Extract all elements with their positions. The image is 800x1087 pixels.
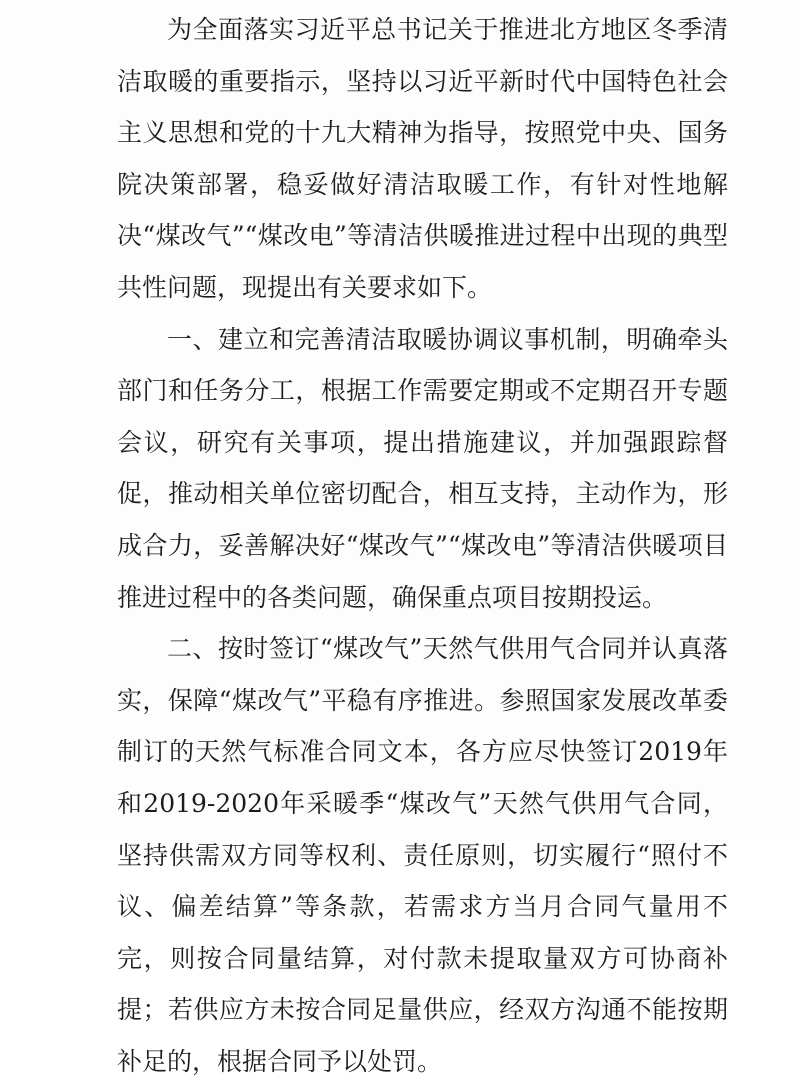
document-body bbox=[117, 4, 728, 1087]
paragraph-intro: 为全面落实习近平总书记关于推进北方地区冬季清洁取暖的重要指示，坚持以习近平新时代中国特色社会主义思想和党的十九大精神为指导，按照党中央、国务院决策部署，稳妥做好清洁取暖工作，有针对性地解决“煤改气”“煤改电”等清洁供暖推进过程中出现的典型共性问题，现提出有关要求如下。 bbox=[117, 15, 728, 302]
paragraph-section-1: 一、建立和完善清洁取暖协调议事机制，明确牵头部门和任务分工，根据工作需要定期或不定期召开专题会议，研究有关事项，提出措施建议，并加强跟踪督促，推动相关单位密切配合，相互支持，主动作为，形成合力，妥善解决好“煤改气”“煤改电”等清洁供暖项目推进过程中的各类问题，确保重点项目按期投运。 bbox=[117, 324, 728, 612]
paragraph-section-2: 二、按时签订“煤改气”天然气供用气合同并认真落实，保障“煤改气”平稳有序推进。参照国家发展改革委制订的天然气标准合同文本，各方应尽快签订2019年和2019-2020年采暖季“煤改气”天然气供用气合同，坚持供需双方同等权利、责任原则，切实履行“照付不议、偏差结算”等条款，若需求方当月合同气量用不完，则按合同量结算，对付款未提取量双方可协商补提；若供应方未按合同足量供应，经双方沟通不能按期补足的，根据合同予以处罚。 bbox=[117, 634, 728, 1076]
